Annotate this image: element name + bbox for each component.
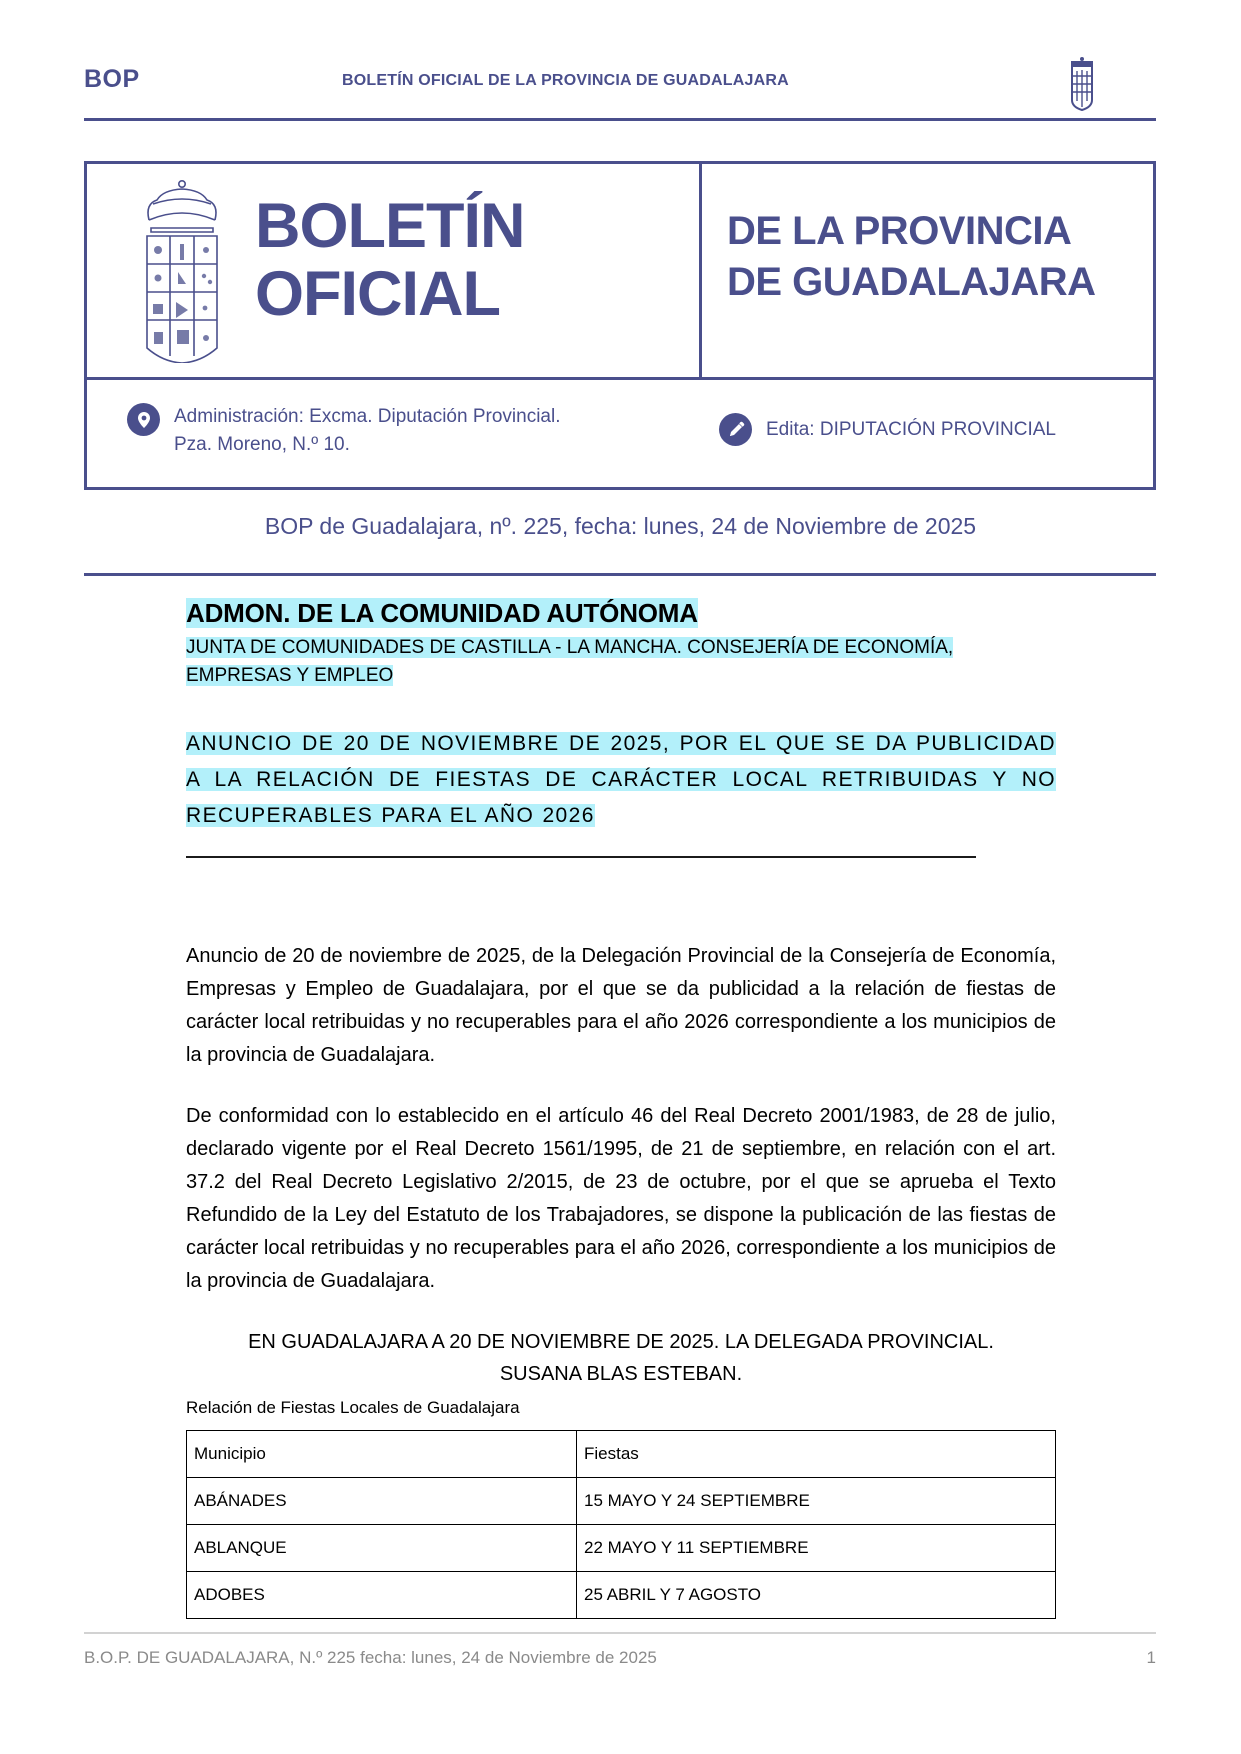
issue-divider-rule	[84, 573, 1156, 576]
guadalajara-coat-of-arms-icon	[127, 178, 237, 363]
editor-text: Edita: DIPUTACIÓN PROVINCIAL	[766, 418, 1056, 440]
table-row	[187, 1572, 1056, 1619]
section-heading-text: ADMON. DE LA COMUNIDAD AUTÓNOMA	[186, 598, 698, 628]
cell-fiestas: 25 ABRIL Y 7 AGOSTO	[577, 1572, 1056, 1619]
cell-fiestas: 22 MAYO Y 11 SEPTIEMBRE	[577, 1525, 1056, 1572]
logo-wordmark-left	[255, 192, 525, 328]
logo-line-oficial: OFICIAL	[255, 259, 500, 329]
body-paragraph-2: De conformidad con lo establecido en el artículo 46 del Real Decreto 2001/1983, de 28 de julio, declarado vigente por el Real Decreto 1561/1995, de 21 de septiembre, en relación con el art. 37.2 del Real Decreto Legislativo 2/2015, de 23 de octubre, por el que se aprueba el Texto Refundido de la Ley del Estatuto de los Trabajadores, se dispone la publicación de las fiestas de carácter local retribuidas y no recuperables para el año 2026, correspondiente a los municipios de la provincia de Guadalajara.	[186, 1105, 1056, 1292]
logo-box-vertical-divider	[699, 164, 702, 377]
body-paragraph-1: Anuncio de 20 de noviembre de 2025, de la Delegación Provincial de la Consejería de Economía, Empresas y Empleo de Guadalajara, por el que se da publicidad a la relación de fiestas de carácter local retribuidas y no recuperables para el año 2026 correspondiente a los municipios de la provincia de Guadalajara.	[186, 945, 1056, 1066]
administration-info	[127, 403, 561, 459]
pencil-icon	[719, 413, 752, 446]
footer-page-number: 1	[1146, 1648, 1156, 1667]
announcement-heading-text: ANUNCIO DE 20 DE NOVIEMBRE DE 2025, POR EL QUE SE DA PUBLICIDAD A LA RELACIÓN DE FIESTAS DE CARÁCTER LOCAL RETRIBUIDAS Y NO RECUPERABLES PARA EL AÑO 2026	[186, 732, 1056, 827]
cell-municipio: ABÁNADES	[187, 1478, 577, 1525]
section-heading	[186, 596, 1056, 630]
fiestas-table-block	[186, 1398, 1056, 1619]
column-header-fiestas: Fiestas	[577, 1431, 1056, 1478]
footer-text: B.O.P. DE GUADALAJARA, N.º 225 fecha: lunes, 24 de Noviembre de 2025	[84, 1648, 657, 1667]
coat-of-arms-icon	[1064, 57, 1100, 111]
logo-box-lower	[87, 380, 1153, 487]
column-header-municipio: Municipio	[187, 1431, 577, 1478]
organism-heading-text: JUNTA DE COMUNIDADES DE CASTILLA - LA MANCHA. CONSEJERÍA DE ECONOMÍA, EMPRESAS Y EMPLEO	[186, 637, 954, 686]
fiestas-table-body	[187, 1431, 1056, 1619]
signature-line-2: SUSANA BLAS ESTEBAN.	[499, 1363, 743, 1385]
logo-wordmark-right	[727, 206, 1096, 308]
organism-heading	[186, 634, 1056, 690]
logo-line-provincia: DE LA PROVINCIA	[727, 209, 1072, 253]
cell-municipio: ADOBES	[187, 1572, 577, 1619]
announcement-heading	[186, 726, 1056, 834]
administration-line-1: Administración: Excma. Diputación Provincial.	[174, 406, 561, 427]
issue-date-line: BOP de Guadalajara, nº. 225, fecha: lunes, 24 de Noviembre de 2025	[264, 513, 977, 539]
logo-box-upper	[87, 164, 1153, 380]
footer-inner	[84, 1648, 1156, 1668]
masthead-bop-abbrev: BOP	[84, 65, 140, 93]
cell-municipio: ABLANQUE	[187, 1525, 577, 1572]
bulletin-logo-box	[84, 161, 1156, 490]
logo-line-boletin: BOLETÍN	[255, 191, 525, 261]
body-content	[186, 940, 1056, 1390]
editor-info	[719, 413, 1056, 446]
signature-block	[186, 1326, 1056, 1390]
table-caption: Relación de Fiestas Locales de Guadalajara	[186, 1398, 520, 1417]
page-footer	[84, 1632, 1156, 1668]
administration-text	[174, 403, 561, 459]
location-pin-icon	[127, 403, 160, 436]
fiestas-table	[186, 1430, 1056, 1619]
table-row	[187, 1525, 1056, 1572]
masthead-bar	[84, 55, 1156, 121]
cell-fiestas: 15 MAYO Y 24 SEPTIEMBRE	[577, 1478, 1056, 1525]
signature-line-1: EN GUADALAJARA A 20 DE NOVIEMBRE DE 2025. LA DELEGADA PROVINCIAL.	[248, 1331, 994, 1353]
headings-block	[186, 596, 1056, 858]
table-header-row	[187, 1431, 1056, 1478]
announcement-divider-rule	[186, 856, 976, 858]
table-row	[187, 1478, 1056, 1525]
administration-line-2: Pza. Moreno, N.º 10.	[174, 434, 350, 455]
masthead-title: BOLETÍN OFICIAL DE LA PROVINCIA DE GUADALAJARA	[342, 72, 789, 89]
logo-line-guadalajara: DE GUADALAJARA	[727, 260, 1096, 304]
